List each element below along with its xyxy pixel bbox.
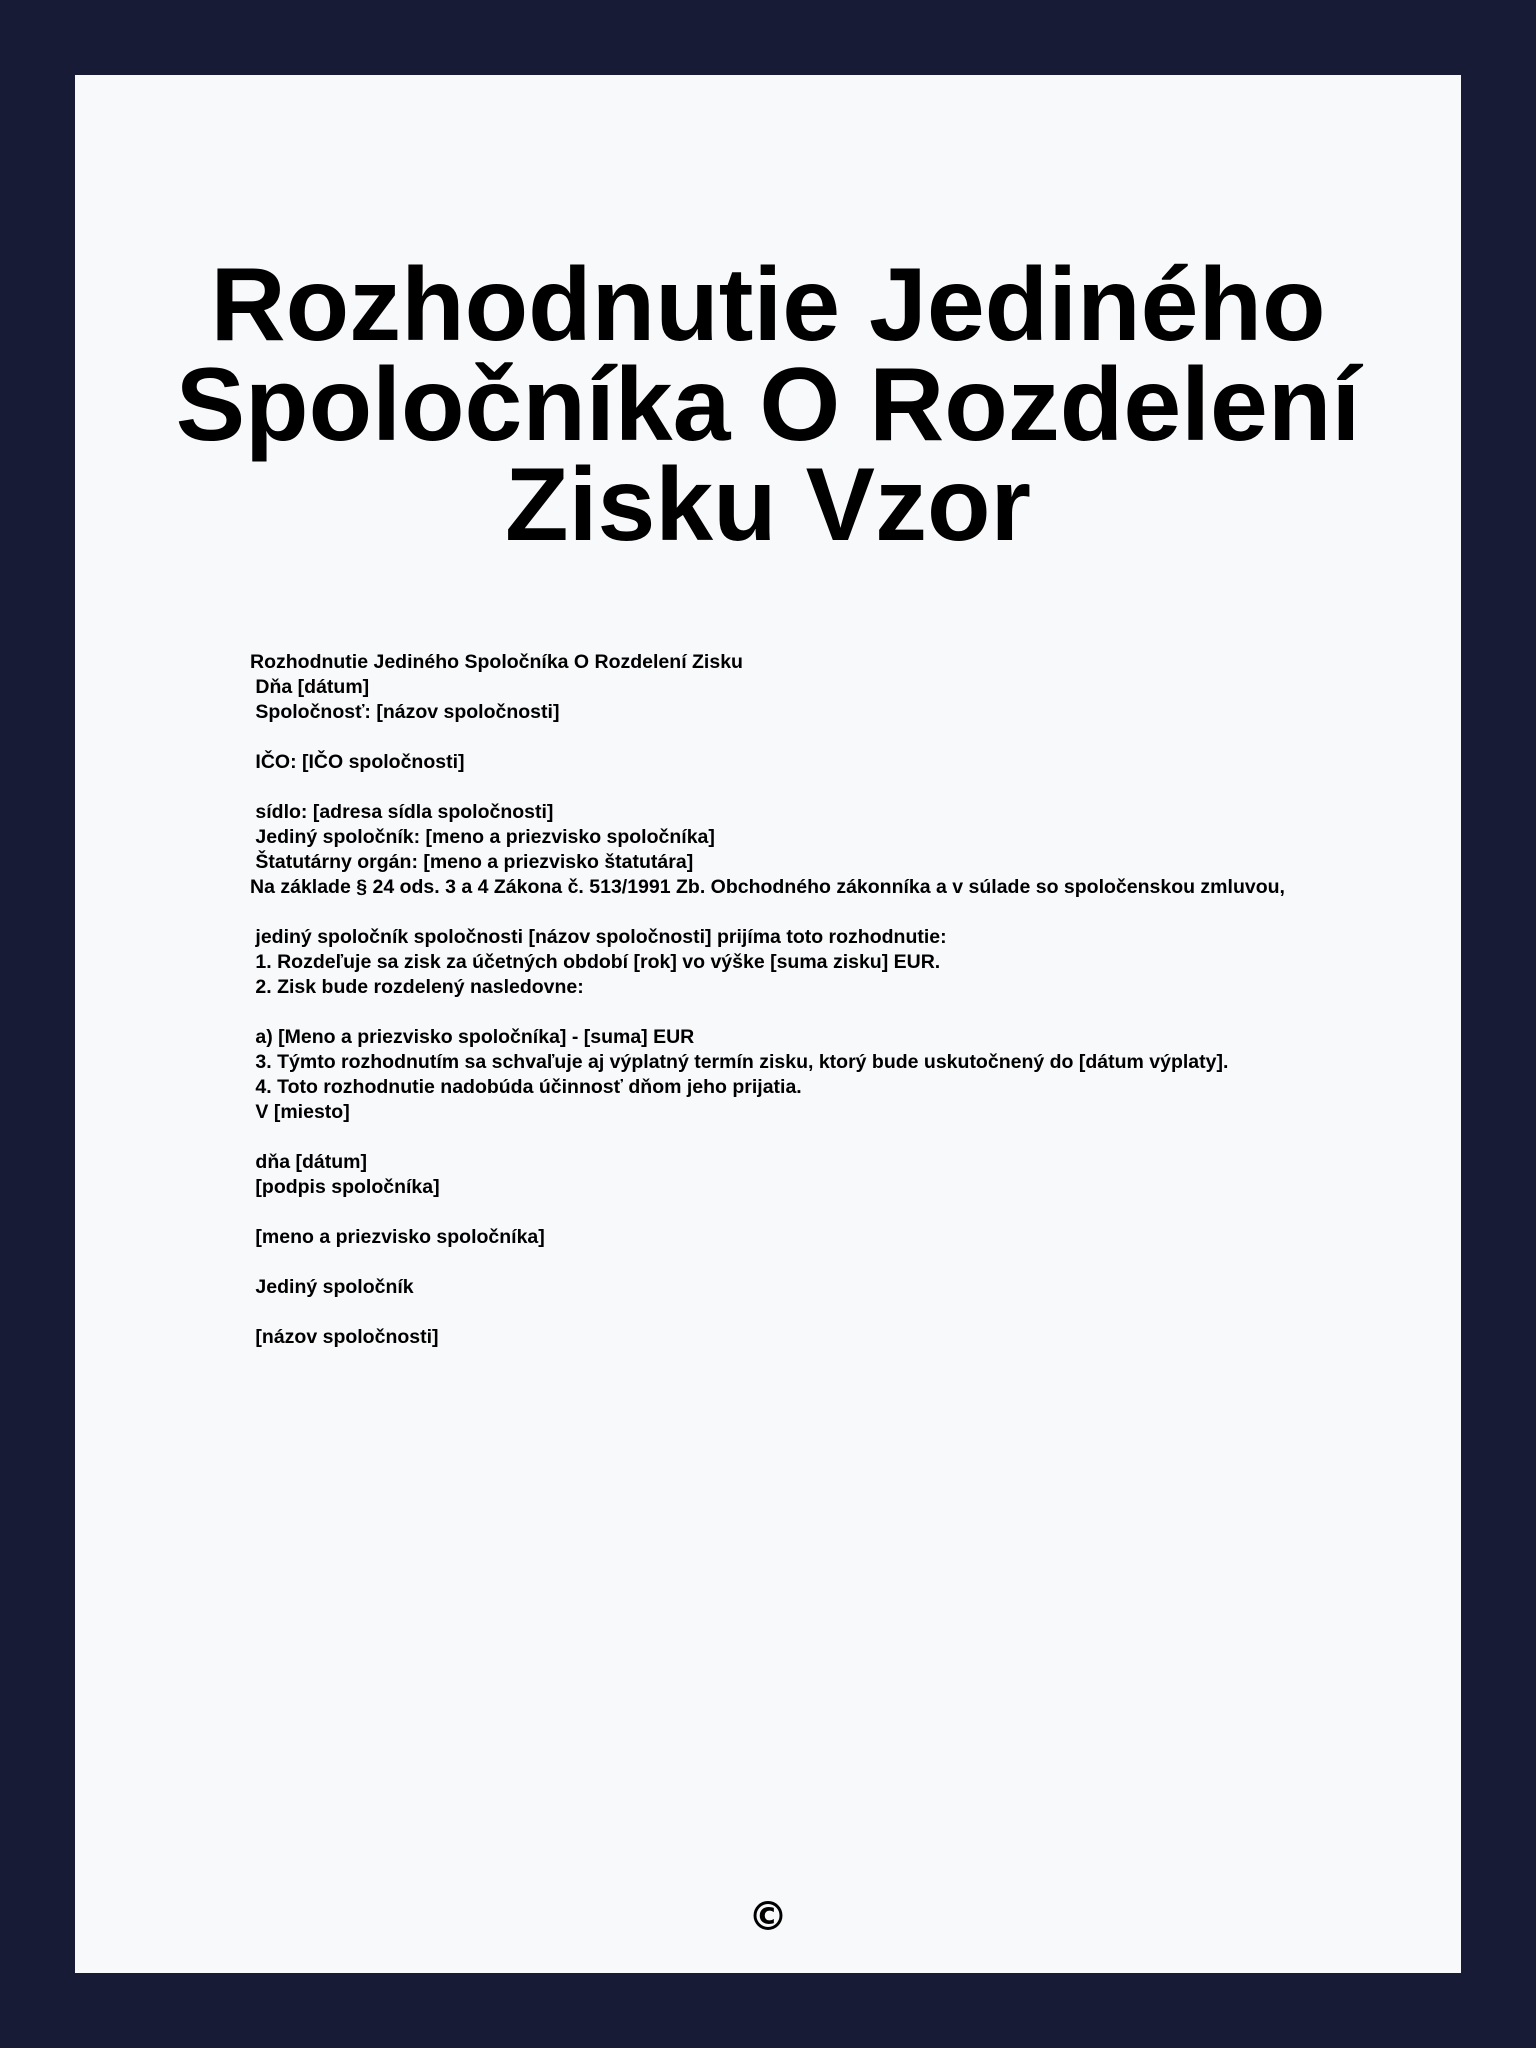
copyright-symbol: © — [748, 1894, 788, 1940]
blank-line — [250, 1000, 1350, 1025]
body-line: Jediný spoločník — [250, 1276, 414, 1298]
blank-line — [250, 725, 1350, 750]
blank-line — [250, 1300, 1350, 1325]
body-line: Spoločnosť: [názov spoločnosti] — [250, 701, 560, 723]
body-line: sídlo: [adresa sídla spoločnosti] — [250, 801, 554, 823]
body-line: [názov spoločnosti] — [250, 1326, 439, 1348]
blank-line — [250, 900, 1350, 925]
blank-line — [250, 1200, 1350, 1225]
blank-line — [250, 1125, 1350, 1150]
blank-line — [250, 1250, 1350, 1275]
body-line: dňa [dátum] — [250, 1151, 367, 1173]
document-title: Rozhodnutie Jediného Spoločníka O Rozdelení Zisku Vzor — [175, 247, 1361, 563]
document-page — [75, 75, 1461, 1973]
body-line: Jediný spoločník: [meno a priezvisko spoločníka] — [250, 826, 715, 848]
body-line: Na základe § 24 ods. 3 a 4 Zákona č. 513/1991 Zb. Obchodného zákonníka a v súlade so spoločenskou zmluvou, — [250, 876, 1285, 898]
body-line: Rozhodnutie Jediného Spoločníka O Rozdelení Zisku — [250, 651, 743, 673]
body-line: 4. Toto rozhodnutie nadobúda účinnosť dňom jeho prijatia. — [250, 1076, 802, 1098]
body-line: [meno a priezvisko spoločníka] — [250, 1226, 545, 1248]
body-line: 2. Zisk bude rozdelený nasledovne: — [250, 976, 584, 998]
body-line: a) [Meno a priezvisko spoločníka] - [suma] EUR — [250, 1026, 695, 1048]
body-line: Štatutárny orgán: [meno a priezvisko štatutára] — [250, 851, 694, 873]
body-line: IČO: [IČO spoločnosti] — [250, 751, 465, 773]
body-line: 1. Rozdeľuje sa zisk za účetných období [rok] vo výške [suma zisku] EUR. — [250, 951, 941, 973]
body-line: [podpis spoločníka] — [250, 1176, 440, 1198]
document-body — [250, 650, 1350, 1350]
body-line: 3. Týmto rozhodnutím sa schvaľuje aj výplatný termín zisku, ktorý bude uskutočnený do [dátum výplaty]. — [250, 1051, 1229, 1073]
body-line: Dňa [dátum] — [250, 676, 370, 698]
blank-line — [250, 775, 1350, 800]
body-line: jediný spoločník spoločnosti [názov spoločnosti] prijíma toto rozhodnutie: — [250, 926, 947, 948]
body-line: V [miesto] — [250, 1101, 350, 1123]
